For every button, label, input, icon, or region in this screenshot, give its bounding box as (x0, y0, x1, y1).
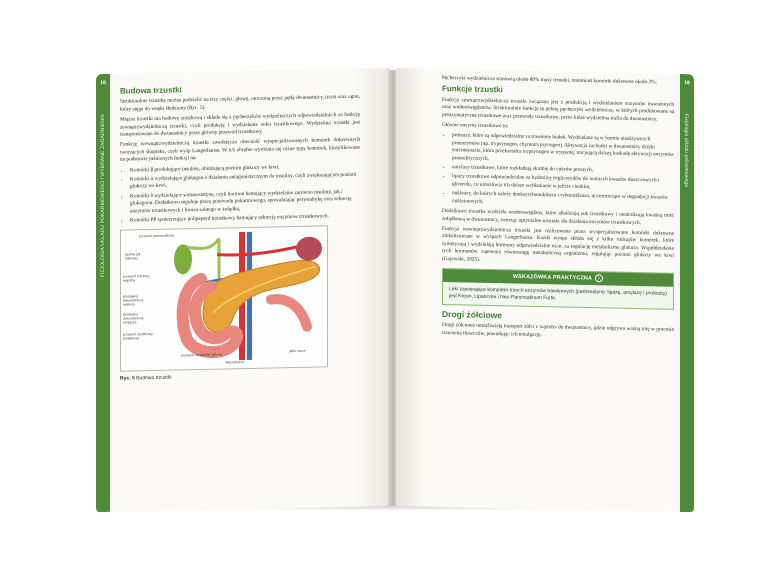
jejunum-shape (271, 298, 307, 327)
figure-caption (120, 370, 360, 382)
spleen-shape (296, 236, 322, 261)
tip-title: WSKAZÓWKA PRAKTYCZNA (512, 273, 593, 282)
tip-text: Leki zawierające kompleks trzech enzymów trawiennych (pankreatynę: lipazę, amylazę i proteazę) jest Kreon, Lipancrea i Neo-Pancreatinum Forte. (449, 285, 667, 302)
list-item: • Komórki δ wydzielające somatostatynę, czyli hormon hamujący wydzielanie zarówno insuliny, jak i glukagonu. Dodatkowo reguluje pracę przewodu pokarmowego, spowalniając perystaltykę oraz sekrecję enzymów trzustkowych i kwasu solnego w żołądku, (130, 189, 360, 216)
list-item: • lipazy trzustkowe odpowiedzialne za hydrolizę triglicerydów do wolnych kwasów tłuszczowych i glicerolu, co umożliwia ich dalsze wchłanianie w jelicie cienkim, (452, 174, 674, 193)
list-item: • Komórki α wydzielające glukagon o działaniu antagonistycznym do insuliny, czyli zwiększającym poziom glukozy we krwi, (130, 172, 360, 192)
right-paragraph-4: Funkcja wewnątrzwydzielnicza trzustki jest realizowana przez wyspecjalizowane komórki dokrewne zlokalizowane w wyspach Langerhansa. Każda wyspa składa się z kilku rodzajów komórek, które syntetyzują i wydzielają hormony odpowiedzialne m.in. za regulację metabolizmu glukozy. Współdziałanie tych hormonów zapewnia równowagę metaboliczną organizmu, regulując poziom glukozy we krwi (Gajewski, 2025). (442, 225, 674, 263)
practical-tip-box (442, 268, 674, 310)
left-band-text: FIZJOLOGIA UKŁADU POKARMOWEGO I WYBRANE ZAGADNIENIA (100, 113, 106, 278)
right-page-number: 19 (684, 80, 690, 87)
pancreas-illustration (120, 225, 328, 371)
right-side-band (680, 74, 694, 512)
caption-label: Ryc. 5 (120, 374, 135, 382)
heading-bile-ducts: Drogi żółciowe (442, 308, 502, 320)
left-heading: Budowa trzustki (120, 85, 182, 96)
right-paragraph-1: Funkcja zewnątrzwydzielnicza trzustki związana jest z produkcją i wydzielaniem enzymów trawiennych oraz wodorowęglanów. Strukturalnie funkcję tę pełnią pęcherzyki wydzielnicze, w których produkowane są prenzymatyczne trzustkowe oraz przewody trzustkowe, przez które wydzielina trafia do dwunastnicy. (442, 96, 674, 123)
right-paragraph-5: Drogi żółciowe umożliwiają transport żółci z wątroby do dwunastnicy, gdzie odgrywa ważną rolę w procesie trawienia tłuszczów, powodując ich emulgację. (442, 322, 674, 338)
heading-functions: Funkcje trzustki (442, 84, 503, 95)
right-paragraph-2: Główne enzymy trzustkowe to: (442, 121, 509, 130)
list-item: • nukleazy, do których należy deoksyrybonukleaza i rybonukleaza, uczestniczące w degradacji kwasów nukleinowych. (452, 190, 674, 209)
list-item: • Komórki PP syntetyzujące polipeptyd trzustkowy hamujący sekrecję enzymów trzustkowych. (130, 213, 360, 225)
cell-types-list (120, 162, 360, 225)
list-item: • Komórki β produkujące insulinę, obniżającą poziom glukozy we krwi, (130, 162, 360, 174)
figure-label: brodawka dwunastnicza większa (123, 293, 144, 307)
right-paragraph-3: Dodatkowo trzustka wydziela wodorowęglany, które alkalizują sok trzustkowy i neutralizują kwaśną treść żołądkową w dwunastnicy, tworząc optymalne warunki dla działania enzymów trzustkowych. (442, 208, 674, 226)
info-icon: i (595, 274, 603, 282)
left-paragraph-1: Strukturalnie trzustkę można podzielić na trzy części: głowę, otoczoną przez pętlę dwunastnicy, trzon oraz ogon, który sięga do wnęki śledziony (Ryc. 5). (120, 94, 360, 113)
left-paragraph-2: Miąższ trzustki ma budowę zrazikową i składa się z pęcherzyków wydzielniczych odpowiedzialnych za funkcję zewnątrzwydzielniczą trzustki, czyli produkcję i wydzielanie soku trzustkowego. Wydzielina trzustki jest transportowana do dwunastnicy przez główny przewód trzustkowy. (120, 111, 360, 138)
figure-label: jelito czcze (289, 348, 306, 353)
right-page-content (442, 75, 674, 345)
figure-label: brodawka dwunastnicza mniejsza (123, 311, 144, 325)
enzymes-list (442, 132, 674, 210)
left-page (96, 68, 390, 512)
figure-label: przewód trzustkowy dodatkowy (123, 331, 153, 341)
caption-text: Budowa trzustki. (136, 374, 173, 381)
left-page-content (120, 83, 360, 383)
right-intro: Pęcherzyki wydzielnicze stanowią około 80% masy trzustki, natomiast komórki dokrewne około 2%. (442, 74, 657, 86)
left-paragraph-3: Funkcję wewnątrzwydzielniczą trzustki zawdzięcza obecność wyspecjalizowanych komórek dokrewnych tworzących skupiska, czyli wysp Langerhansa. W ich obrębie wyróżnia się różne typy komórek, klasyfikowane na podstawie pełnionych funkcji na: (120, 137, 360, 163)
figure-label: przewód żółciowy wspólny (123, 273, 150, 283)
figure-label: przewód trzustkowy główny (181, 352, 223, 357)
right-page (396, 68, 694, 512)
right-band-text: Fizjologia układu pokarmowego (683, 114, 689, 188)
left-page-number: 18 (100, 79, 106, 87)
figure-label: przewód pęcherzykowy (139, 233, 175, 238)
list-item: • amylazy trzustkowe, które rozkładają skrobię do cukrów prostych, (452, 164, 674, 176)
left-side-band (96, 74, 110, 512)
open-book (96, 68, 694, 506)
list-item: • proteazy, które są odpowiedzialne za trawienie białek. Wydzielane są w formie nieaktywnych proenzymów (np. trypsynogen, chymotrypsynogen). Aktywacja zachodzi w dwunastnicy dzięki enterokinazie, która przekształca trypsynogen w trypsynę, inicjującą dalszą kaskadę aktywacji enzymów proteolitycznych, (452, 133, 674, 167)
figure-label: dwunastnica (225, 359, 244, 364)
figure-label: pęcherzyk żółciowy (125, 251, 141, 261)
